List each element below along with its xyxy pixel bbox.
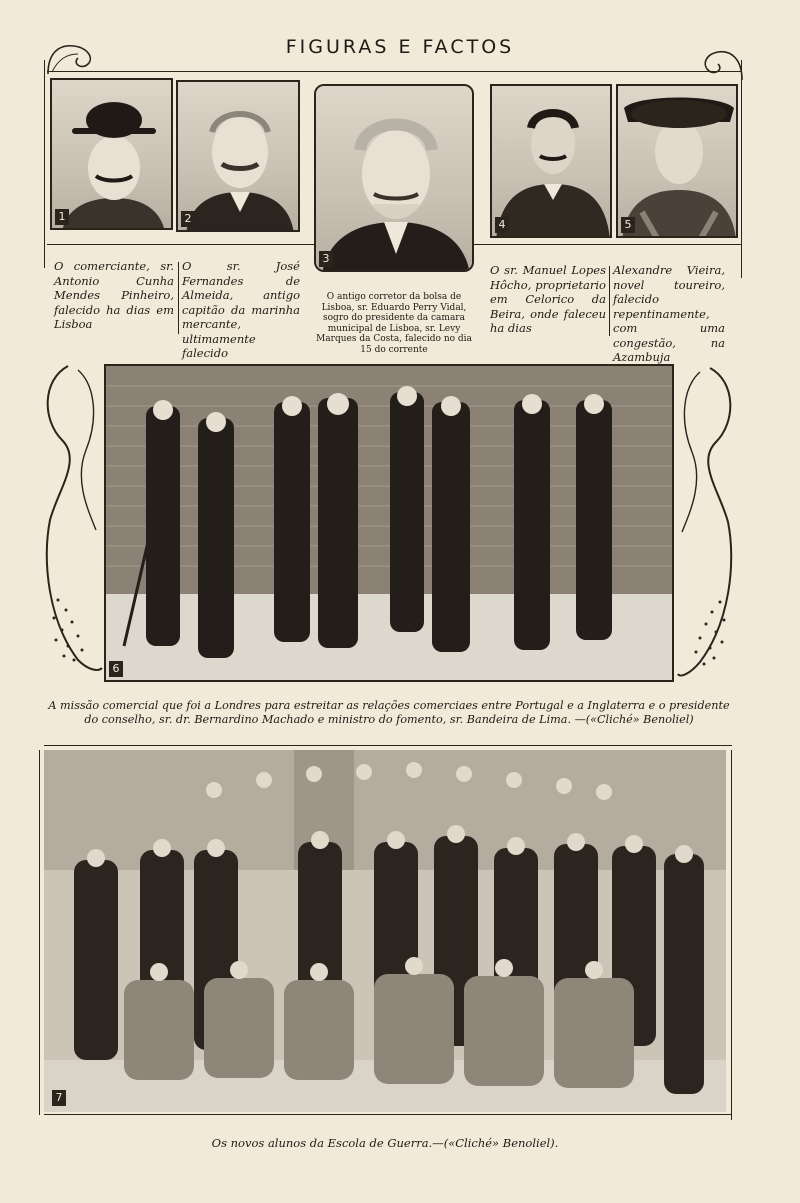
photo-number-7: 7 — [52, 1090, 66, 1106]
cadets-group-photo — [44, 750, 726, 1112]
caption-divider-2 — [609, 266, 610, 336]
scroll-ornament-left — [38, 360, 104, 676]
cadets-frame-bottom — [44, 1114, 732, 1115]
photo-number-2: 2 — [181, 211, 195, 227]
portrait-figure-3 — [316, 86, 474, 272]
portrait-figure-5 — [618, 86, 738, 238]
portrait-figure-4 — [492, 86, 612, 238]
group-photo-caption: A missão comercial que foi a Londres para estreitar as relações comerciaes entre Portugal e a Inglaterra e o presidente do conselho, sr. dr. Bernardino Machado e ministro do fomento, sr. Bandeira de Lima. —(«Cliché» Benoliel) — [48, 699, 730, 726]
cadets-photo-scene — [44, 750, 726, 1112]
portrait-caption-4: O sr. Manuel Lopes Hôcho, proprietario em Celorico da Beira, onde faleceu ha dias — [490, 263, 606, 335]
portrait-caption-5: Alexandre Vieira, novel toureiro, falecido repentinamente, com uma congestão, na Azambuja — [613, 263, 725, 364]
photo-number-3: 3 — [319, 251, 333, 267]
cadets-frame-left — [39, 750, 40, 1115]
group-photo-commercial-mission — [104, 364, 674, 682]
photo-number-1: 1 — [55, 209, 69, 225]
page-title: FIGURAS E FACTOS — [285, 36, 515, 58]
portrait-photo-5 — [616, 84, 738, 238]
portrait-photo-2 — [176, 80, 300, 232]
portrait-figure-2 — [178, 82, 300, 232]
photo-number-6: 6 — [109, 661, 123, 677]
portrait-photo-1 — [50, 78, 173, 230]
photo-number-4: 4 — [495, 217, 509, 233]
portrait-caption-3: O antigo corretor da bolsa de Lisboa, sr. Eduardo Perry Vidal, sogro do presidente da camara municipal de Lisboa, sr. Levy Marques da Costa, falecido no dia 15 do corrente — [316, 292, 472, 355]
caption-divider-1 — [178, 262, 179, 334]
portrait-figure-1 — [52, 80, 173, 230]
group-photo-scene — [106, 366, 674, 682]
cadets-photo-caption: Os novos alunos da Escola de Guerra.—(«Cliché» Benoliel). — [211, 1136, 559, 1150]
corner-ornament-right — [700, 46, 746, 82]
scroll-ornament-right — [674, 362, 742, 686]
top-strip-border-left — [44, 60, 45, 268]
top-strip-border-right — [741, 60, 742, 278]
portrait-caption-1: O comerciante, sr. Antonio Cunha Mendes Pinheiro, falecido ha dias em Lisboa — [54, 259, 174, 331]
top-strip-border-top — [47, 71, 741, 72]
cadets-frame-right — [731, 750, 732, 1120]
corner-ornament-left — [44, 40, 100, 76]
portrait-caption-2: O sr. José Fernandes de Almeida, antigo capitão da marinha mercante, ultimamente falecido — [182, 259, 300, 360]
cadets-frame-top — [44, 745, 732, 746]
portrait-photo-3 — [314, 84, 474, 272]
photo-number-5: 5 — [621, 217, 635, 233]
portrait-photo-4 — [490, 84, 612, 238]
